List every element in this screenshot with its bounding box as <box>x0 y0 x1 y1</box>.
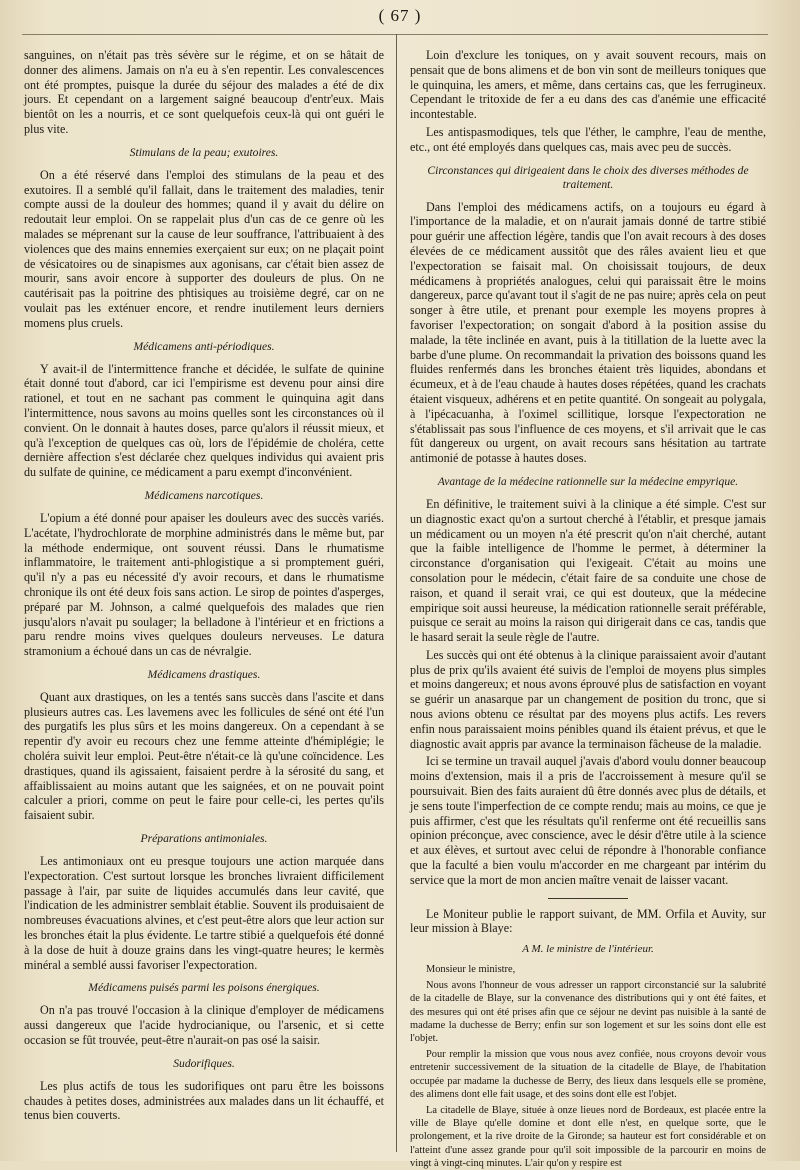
paragraph: On a été réservé dans l'emploi des stimulans de la peau et des exutoires. Il a semblé qu'il fallait, dans le traitement des maladies, tenir compte aussi de la douleur des hommes; quand il y avait du délire on redoutait leur emploi. On se rappelait plus d'un cas de ce genre où les malades se méprenant sur la cause de leur souffrance, l'attribuaient à des violences que des mains ennemies exerçaient sur eux; on ne plaçait point de vésicatoires ou de sinapismes aux agonisans, car c'était bien assez de mourir, sans avoir encore à supporter des douleurs de plus. On ne cautérisait pas la poitrine des phtisiques au troisième degré, car on ne voulait pas les exténuer encore, et rendre inutilement leurs derniers momens plus cruels. <box>24 167 384 330</box>
paragraph: Quant aux drastiques, on les a tentés sans succès dans l'ascite et dans plusieurs autres cas. Les lavemens avec les follicules de séné ont été l'un des purgatifs les plus sûrs et les moins dangereux. On a cependant à se repentir d'y avoir eu recours chez une femme atteinte d'hémiplégie; le choléra suivit leur emploi. Peut-être n'était-ce là qu'une coïncidence. Les drastiques, quand ils agissaient, faisaient perdre à la sérosité du sang, et affaiblissaient au moins autant que les saignées, et on ne pouvait point calculer a priori, comme on peut le faire pour celle-ci, les pertes qu'ils faisaient subir. <box>24 689 384 823</box>
paragraph: Les succès qui ont été obtenus à la clinique paraissaient avoir d'autant plus de prix qu'ils avaient été suivis de l'emploi de moyens plus simples et moins dangereux; et nous avons éprouvé plus de satisfaction en voyant se guérir un anasarque par un changement de position du tronc, que si nous avions obtenu ce résultat par des moyens plus actifs. Les revers enfin nous paraissaient moins pénibles quand ils étaient prévus, et que le diagnostic avait appris par avance la terminaison fâcheuse de la maladie. <box>410 647 766 751</box>
section-heading: Médicamens puisés parmi les poisons énergiques. <box>88 981 320 995</box>
section-heading: Médicamens narcotiques. <box>144 488 264 502</box>
paragraph: Dans l'emploi des médicamens actifs, on a toujours eu égard à l'importance de la maladie, et on n'aurait jamais donné de tartre stibié pour guérir une affection légère, tandis que l'on avait recours à des doses élevées de ce médicament aussitôt que des râles avaient lieu et que l'expectoration se faisait mal. On choisissait toujours, de deux médicamens à propriétés analogues, celui qui paraissait être le moins dangereux, parce qu'avant tout il s'agit de ne pas nuire; après cela on peut songer à être utile, et prenant pour exemple les moyens propres à favoriser l'expectoration; on songait d'abord à la position assise du malade, la tête inclinée en avant, puis à la titillation de la luette avec la barbe d'une plume. On recommandait la privation des boissons quand les fluides renfermés dans les bronches étaient très liquides, abondans et écumeux, et à de l'eau chaude à hautes doses répétées, quand les crachats étaient visqueux, adhérens et en petite quantité. On songeait au polygala, à l'ipécacuanha, à l'oximel scillitique, lorsque l'expectoration ne s'établissait pas sous l'influence de ces moyens, et s'il arrivait que le cas fût dangereux ou urgent, on avait recours sans hésitation au tartrate antimonié de potasse à hautes doses. <box>410 199 766 466</box>
paragraph: Les antimoniaux ont eu presque toujours une action marquée dans l'expectoration. C'est surtout lorsque les bronches livraient difficilement passage à l'air, par suite de liquides accumulés dans leur cavité, que l'indication de les administrer semblait établie. Souvent ils produisaient de nombreuses évacuations alvines, et c'est peut-être alors que leur action sur les bronches était la plus évidente. Le tartre stibié a quelquefois été donné à la dose de huit à douze grains dans les vingt-quatre heures; le kermès minéral a semblé aussi favoriser l'expectoration. <box>24 854 384 972</box>
left-column <box>24 48 384 1151</box>
paragraph: Les plus actifs de tous les sudorifiques ont paru être les boissons chaudes à petites doses, administrées aux malades dans un lit échauffé, et tenus bien couverts. <box>24 1078 384 1123</box>
section-heading: Médicamens drastiques. <box>147 667 261 681</box>
paragraph: On n'a pas trouvé l'occasion à la clinique d'employer de médicamens aussi dangereux que l'acide hydrocianique, ou l'arsenic, et si cette occasion se fût trouvée, peut-être n'aurait-on pas osé la saisir. <box>24 1003 384 1048</box>
section-heading: Préparations antimoniales. <box>140 832 268 846</box>
paragraph: Y avait-il de l'intermittence franche et décidée, le sulfate de quinine était donné tout d'abord, car ici l'empirisme est devenu pour ainsi dire rationel, et tout en ne sachant pas comment le quinquina agit dans l'intermittence, nous savons au moins quelles sont les circonstances où il convient. On le donnait à hautes doses, parce qu'alors il réussit mieux, et qu'à l'exception de quelques cas où, lors de l'épidémie de choléra, cette dernière affection s'est déclarée chez quelques individus qui avaient pris du sulfate de quinine, ce médicament a paru exempt d'inconvénient. <box>24 361 384 480</box>
moniteur-intro: Le Moniteur publie le rapport suivant, de MM. Orfila et Auvity, sur leur mission à Blaye: <box>410 906 766 936</box>
column-divider <box>396 34 397 1152</box>
paragraph: Les antispasmodiques, tels que l'éther, le camphre, l'eau de menthe, etc., ont été employés dans quelques cas, mais avec peu de succès. <box>410 124 766 154</box>
paragraph: En définitive, le traitement suivi à la clinique a été simple. C'est sur un diagnostic exact qu'on a surtout cherché à l'établir, et presque jamais un médicament ou un moyen n'a été prescrit qu'on n'ait cherché, autant que la faible intelligence de l'homme le permet, à déterminer la circonstance d'organisation qui l'exigeait. C'était au moins une consolation pour le médecin, c'était faire de sa conduite une chose de raison, et quand il serait vrai, ce qui est douteux, que la médecine empirique soit aussi heureuse, la médication rationnelle serait préférable, puisque ce serait au moins la raison qui dirigerait dans ce cas, tandis que le hasard serait la seule règle de l'autre. <box>410 496 766 645</box>
right-column <box>410 48 766 1169</box>
section-heading: Médicamens anti-périodiques. <box>133 339 275 353</box>
letter-paragraph: Nous avons l'honneur de vous adresser un rapport circonstancié sur la salubrité de la citadelle de Blaye, sur la convenance des distributions qui y ont été faites, et des mesures qui ont été prises afin que ce séjour ne devint pas nuisible à la santé de madame la duchesse de Berry; enfin sur son logement et sur les soins dont elle est l'objet. <box>410 980 766 1045</box>
letter-paragraph: La citadelle de Blaye, située à onze lieues nord de Bordeaux, est placée entre la ville de Blaye qu'elle domine et dont elle n'est, en quelque sorte, que le prolongement, et la rive droite de la Gironde; sa hauteur est fort considérable et on l'atteint d'une assez grande pour qu'il soit impossible de la parcourir en moins de vingt à vingt-cinq minutes. L'air qu'on y respire est <box>410 1105 766 1169</box>
paragraph: L'opium a été donné pour apaiser les douleurs avec des succès variés. L'acétate, l'hydrochlorate de morphine administrés dans le même but, par la méthode endermique, ont souvent réussi. Dans le rhumatisme inflammatoire, le traitement anti-phlogistique a si promptement guéri, qu'il n'y a pas eu nécessité d'y avoir recours, et dans le rhumatisme chronique ils ont été deux fois sans action. Le sirop de pointes d'asperges, préparé par M. Johnson, a calmé quelquefois des malades que rien jusqu'alors n'avait pu soulager; la belladone à l'intérieur et en frictions a paru rendre moins vives quelques douleurs nerveuses. Le datura stramonium a échoué dans un cas de névralgie. <box>24 510 384 659</box>
letter-heading: A M. le ministre de l'intérieur. <box>522 943 654 956</box>
section-heading: Avantage de la médecine rationnelle sur la médecine empyrique. <box>437 474 739 488</box>
salutation: Monsieur le ministre, <box>426 964 516 976</box>
page-number: ( 67 ) <box>378 6 422 25</box>
header-rule <box>22 34 768 35</box>
paragraph: Loin d'exclure les toniques, on y avait souvent recours, mais on pensait que de bons alimens et de bon vin sont de meilleurs toniques que le quinquina, les amers, et même, dans certains cas, que les ferrugineux. Cependant le tritoxide de fer a eu dans des cas d'anémie une efficacité incontestable. <box>410 48 766 122</box>
letter-paragraph: Pour remplir la mission que vous nous avez confiée, nous croyons devoir vous entretenir successivement de la situation de la citadelle de Blaye, de l'habitation occupée par madame la duchesse de Berry, des lieux dans lesquels elle se promène, des alimens dont elle fait usage, et des soins dont elle est l'objet. <box>410 1049 766 1100</box>
section-heading: Sudorifiques. <box>173 1056 235 1070</box>
paragraph: sanguines, on n'était pas très sévère sur le régime, et on se hâtait de donner des alimens. Jamais on n'a eu à s'en repentir. Les convalescences ont été promptes, puisque la durée du séjour des malades a été de dix jours. Et cependant on a largement saigné beaucoup d'entr'eux. Mais bientôt on les a nourris, et ce sont quelquefois ceux-là qui ont guéri le plus vite. <box>24 48 384 136</box>
section-divider <box>548 898 628 899</box>
section-heading: Circonstances qui dirigeaient dans le choix des diverses méthodes de traitement. <box>427 163 749 191</box>
section-heading: Stimulans de la peau; exutoires. <box>129 145 279 159</box>
paragraph: Ici se termine un travail auquel j'avais d'abord voulu donner beaucoup moins d'extension, mais il a pris de l'accroissement à mesure qu'il se poursuivait. Bien des faits auraient dû être donnés avec plus de détails, et je sens toute l'imperfection de ce compte rendu; mais au moins, ce que je puis affirmer, c'est que les résultats qu'il renferme ont été recueillis sans opinion préconçue, avec conscience, avec le désir d'être utile à la science et aux élèves, et surtout avec celui de répondre à l'honorable confiance que la faculté a bien voulu m'accorder en me chargeant par intérim du service que la mort de mon ancien maître venait de laisser vacant. <box>410 754 766 887</box>
